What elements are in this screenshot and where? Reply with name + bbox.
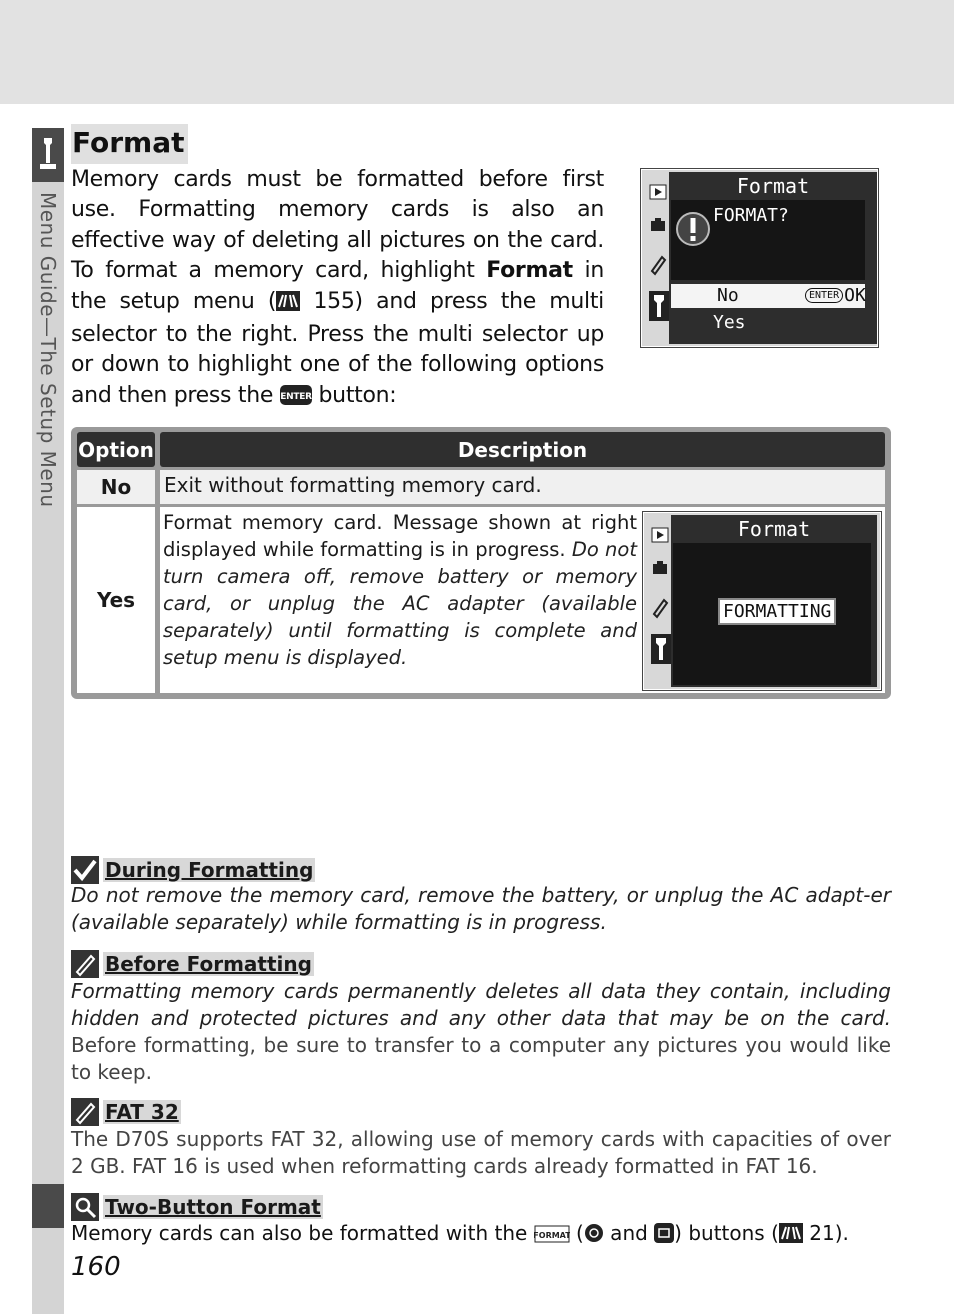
yes-desc-plain: Format memory card. Message shown at right displayed while formatting is in progress. [163,511,637,561]
note-fat32-body [71,1126,891,1180]
enter-button-icon [280,384,312,414]
intro-bold-format: Format [486,258,573,284]
formatting-progress-screen [642,511,882,691]
note-during-formatting-body [71,882,891,936]
pencil-icon [71,950,99,978]
screen1-title: Format [736,174,810,198]
intro-text-4: button: [311,382,397,408]
magnifier-icon [71,1193,99,1221]
screen2-title: Format [737,517,811,541]
page-reference-icon [276,290,300,320]
two-button-text-5: 21). [802,1221,849,1245]
enter-ok-hint [805,285,866,306]
table-header-option: Option [77,432,155,467]
note-during-formatting-text: Do not remove the memory card, remove the battery, or unplug the AC adapt-er (available separately) while formatting is in progress. [71,883,891,934]
note-fat32-header [71,1098,181,1126]
checkmark-icon [71,856,99,884]
yes-desc-warning: Do not turn camera off, remove battery or memory card, or unplug the AC adapter (available separately) until formatting is complete and setup menu is displayed. [163,538,637,669]
table-row-no-option: No [77,470,155,504]
menu-tab-icons-2 [651,526,671,666]
note-two-button-body [71,1220,891,1250]
page-number: 160 [71,1252,121,1282]
screen1-question: FORMAT? [713,205,789,226]
note-two-button-header [71,1193,323,1221]
pencil-icon [71,1098,99,1126]
note-before-formatting-body [71,978,891,1086]
intro-text-3: 155) and press the multi selector to the right. Press the multi selector up or down to highlight one of the following options and then press the [71,288,604,408]
screen1-option-yes: Yes [713,312,746,333]
wrench-icon [32,128,64,182]
two-button-text-1: Memory cards can also be formatted with the [71,1221,534,1245]
table-header-description: Description [160,432,885,467]
no-description-text: Exit without formatting memory card. [164,473,542,497]
note-fat32-text: The D70S supports FAT 32, allowing use of memory cards with capacities of over 2 GB. FAT 16 is used when reformatting cards already formatted in FAT 16. [71,1127,891,1178]
section-tab [32,1184,64,1228]
table-row-no-description [160,470,885,504]
svg-text:ENTER: ENTER [280,391,312,402]
note-two-button-title: Two-Button Format [105,1195,321,1219]
table-row-yes-option: Yes [77,507,155,693]
sidebar-label: Menu Guide—The Setup Menu [36,192,60,508]
note-before-formatting-header [71,950,314,978]
yes-description-text [163,509,637,671]
note-during-formatting-title: During Formatting [105,858,314,882]
intro-text-1: Memory cards must be formatted before first use. Formatting memory cards is also an effective way of deleting all pictures on the card. To format a memory card, highlight [71,167,604,284]
format-button-icon [534,1223,570,1250]
warning-icon [675,209,711,249]
screen1-option-no: No [717,285,739,306]
note-before-formatting-title: Before Formatting [105,952,312,976]
intro-text-2: in the setup menu ( [71,258,604,314]
note-during-formatting-header [71,856,315,884]
svg-text:FORMAT: FORMAT [533,1231,570,1240]
note-before-formatting-plain: Before formatting, be sure to transfer to a computer any pictures you would like to keep. [71,1033,891,1084]
two-button-text-4: ) buttons ( [674,1221,779,1245]
format-confirm-screen [640,168,879,348]
formatting-message: FORMATTING [718,598,836,625]
intro-paragraph [71,165,604,414]
enter-key-icon: ENTER [805,288,843,303]
page-reference-icon [779,1223,803,1250]
note-before-formatting-italic: Formatting memory cards permanently deletes all data they contain, including hidden and protected pictures and any other data that may be on the card. [71,979,891,1030]
top-band [0,0,954,104]
delete-button-icon [654,1223,674,1250]
ok-label: OK [844,285,866,306]
menu-tab-icons [649,183,669,323]
note-fat32-title: FAT 32 [105,1100,179,1124]
two-button-text-2: ( [569,1221,584,1245]
page-title: Format [71,124,188,164]
two-button-text-3: and [603,1221,655,1245]
mode-button-icon [584,1223,604,1250]
